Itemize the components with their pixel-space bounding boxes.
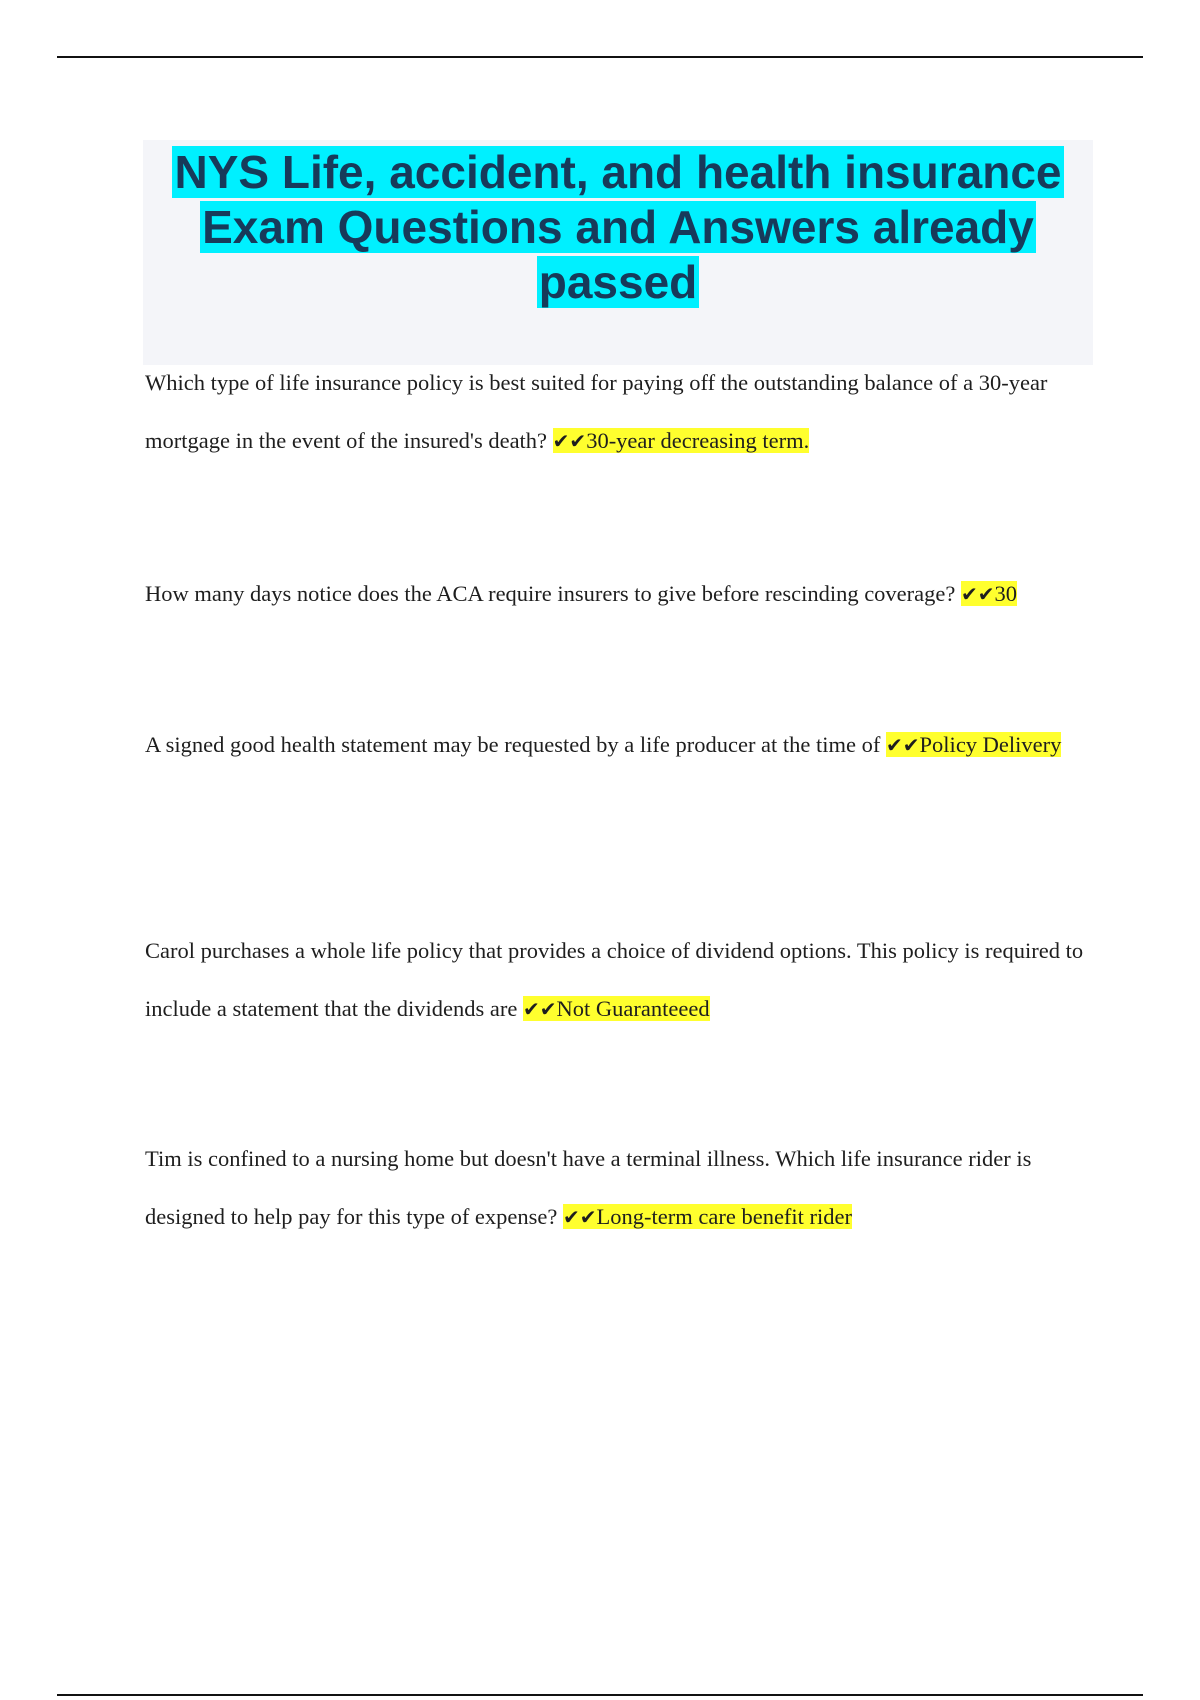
double-check-icon: ✔✔ — [563, 1205, 597, 1229]
title-line-1: NYS Life, accident, and health insurance — [174, 146, 1062, 198]
qa-item-2 — [145, 565, 1095, 623]
bottom-rule — [57, 1694, 1143, 1696]
answer-highlight — [563, 1204, 852, 1229]
double-check-icon: ✔✔ — [552, 429, 587, 453]
answer-text: Policy Delivery — [919, 732, 1062, 757]
answer-text: Not Guaranteeed — [556, 996, 710, 1021]
answer-text: 30 — [994, 581, 1018, 606]
qa-item-4 — [145, 922, 1095, 1038]
answer-text: 30-year decreasing term. — [586, 428, 810, 453]
title-line-3: passed — [538, 256, 698, 308]
double-check-icon: ✔✔ — [961, 582, 995, 606]
title-box — [143, 140, 1093, 365]
question-text: A signed good health statement may be requested by a life producer at the time of — [145, 732, 881, 757]
qa-item-3 — [145, 716, 1095, 774]
double-check-icon: ✔✔ — [886, 733, 920, 757]
qa-item-5 — [145, 1130, 1095, 1246]
answer-highlight — [553, 428, 810, 453]
question-text: Carol purchases a whole life policy that provides a choice of dividend options. This policy is required to include a statement that the dividends are — [145, 938, 1084, 1021]
title-line-2: Exam Questions and Answers already — [202, 201, 1034, 253]
answer-highlight — [523, 996, 710, 1021]
qa-item-1 — [145, 354, 1095, 470]
question-text: How many days notice does the ACA require insurers to give before rescinding coverage? — [145, 581, 956, 606]
answer-highlight — [886, 732, 1061, 757]
document-title — [143, 145, 1093, 310]
question-text: Which type of life insurance policy is best suited for paying off the outstanding balance of a 30-year mortgage in the event of the insured's death? — [145, 370, 1048, 453]
double-check-icon: ✔✔ — [523, 997, 557, 1021]
answer-highlight — [961, 581, 1017, 606]
top-rule — [57, 56, 1143, 58]
question-text: Tim is confined to a nursing home but doesn't have a terminal illness. Which life insurance rider is designed to help pay for this type of expense? — [145, 1146, 1032, 1229]
answer-text: Long-term care benefit rider — [596, 1204, 853, 1229]
